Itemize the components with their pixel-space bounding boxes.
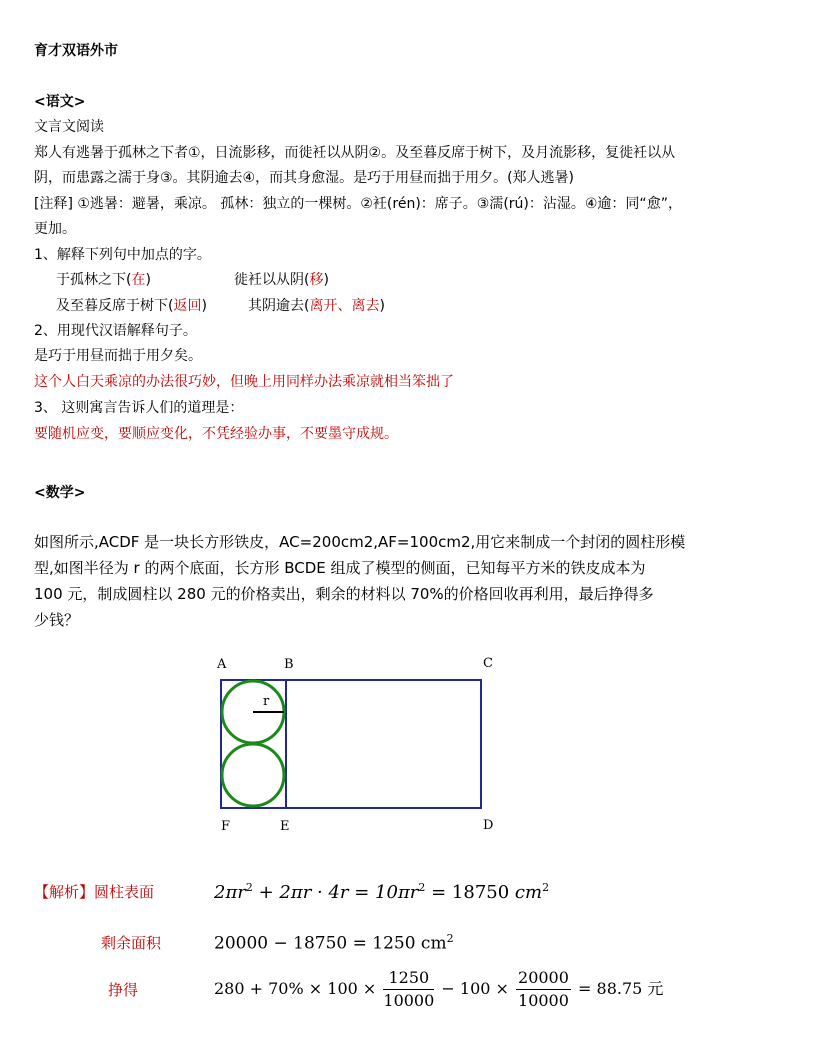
question-2: 2、用现代汉语解释句子。 bbox=[34, 323, 197, 339]
row2-label: 剩余面积 bbox=[101, 934, 162, 952]
denominator: 10000 bbox=[383, 991, 435, 1010]
label-a: A bbox=[217, 657, 227, 672]
formula-sup: 2 bbox=[418, 881, 426, 894]
q1-item-answer: 返回 bbox=[173, 298, 202, 314]
q1-item-answer: 在 bbox=[131, 272, 146, 288]
formula-sup: 2 bbox=[542, 881, 550, 894]
problem-line-4: 少钱？ bbox=[34, 611, 80, 629]
label-e: E bbox=[280, 819, 290, 834]
q1-item-text: 于孤林之下( bbox=[56, 272, 132, 288]
row1-formula bbox=[214, 875, 549, 906]
label-d: D bbox=[483, 818, 494, 833]
formula-part: + 2πr · 4r = 10πr bbox=[252, 882, 419, 903]
label-r: r bbox=[263, 694, 270, 709]
numerator: 20000 bbox=[516, 967, 571, 990]
formula-unit: cm bbox=[514, 882, 543, 903]
bottom-circle bbox=[222, 744, 284, 806]
formula-sup: 2 bbox=[446, 932, 454, 945]
q2-sentence: 是巧于用昼而拙于用夕矣。 bbox=[34, 348, 202, 364]
formula-part: 20000 − 18750 = 1250 cm bbox=[214, 933, 447, 954]
q1-item-close: ) bbox=[323, 272, 329, 288]
numerator: 1250 bbox=[383, 967, 434, 990]
denominator: 10000 bbox=[518, 991, 569, 1010]
q1-item-text: 其阴逾去( bbox=[248, 298, 310, 314]
fraction bbox=[516, 967, 571, 1012]
q1-item-close: ) bbox=[379, 298, 385, 314]
q2-answer: 这个人白天乘凉的办法很巧妙，但晚上用同样办法乘凉就相当笨拙了 bbox=[34, 374, 454, 390]
note-line-1: [注释] ①逃暑：避暑，乘凉。 孤林：独立的一棵树。②衽(rén)：席子。③濡(rú)：沾湿。④逾：同“愈”， bbox=[34, 196, 682, 212]
row3-label: 挣得 bbox=[108, 981, 139, 999]
formula-part: = 88.75 元 bbox=[578, 979, 664, 998]
fraction bbox=[383, 967, 434, 1012]
page-title: 育才双语外市 bbox=[34, 43, 118, 59]
q1-item-text: 徙衽以从阴( bbox=[234, 272, 310, 288]
problem-line-3: 100 元，制成圆柱以 280 元的价格卖出，剩余的材料以 70%的价格回收再利用，最后挣得多 bbox=[34, 585, 654, 603]
q1-item-text: 及至暮反席于树下( bbox=[56, 298, 174, 314]
row2-formula bbox=[214, 926, 454, 957]
q1-item-close: ) bbox=[145, 272, 151, 288]
note-line-2: 更加。 bbox=[34, 221, 76, 237]
chinese-subtitle: 文言文阅读 bbox=[34, 119, 104, 135]
question-3: 3、 这则寓言告诉人们的道理是： bbox=[34, 400, 244, 416]
row1-label: 圆柱表面 bbox=[94, 883, 155, 901]
question-1: 1、解释下列句中加点的字。 bbox=[34, 247, 211, 263]
problem-line-2: 型,如图半径为 r 的两个底面，长方形 BCDE 组成了模型的侧面，已知每平方米的铁皮成本为 bbox=[34, 559, 646, 577]
chinese-section-label: <语文> bbox=[34, 94, 86, 110]
passage-line-1: 郑人有逃暑于孤林之下者①，日流影移，而徙衽以从阴②。及至暮反席于树下，及月流影移，复徙衽以从 bbox=[34, 145, 676, 161]
q1-item-answer: 移 bbox=[309, 272, 324, 288]
formula-sup: 2 bbox=[245, 881, 253, 894]
solution-row-1-label bbox=[34, 879, 154, 905]
row3-formula bbox=[214, 965, 663, 1013]
problem-line-1: 如图所示,ACDF 是一块长方形铁皮，AC=200cm2,AF=100cm2,用它来制成一个封闭的圆柱形模 bbox=[34, 533, 686, 551]
formula-part: 280 + 70% × 100 × bbox=[214, 979, 377, 998]
q3-answer: 要随机应变，要顺应变化，不凭经验办事，不要墨守成规。 bbox=[34, 426, 398, 442]
formula-part: 2πr bbox=[214, 882, 246, 903]
formula-part: = 18750 bbox=[425, 882, 515, 903]
label-b: B bbox=[284, 657, 294, 672]
label-f: F bbox=[221, 819, 231, 834]
formula-part: − 100 × bbox=[441, 979, 509, 998]
math-section-label: <数学> bbox=[34, 485, 86, 501]
q1-item-answer: 离开、离去 bbox=[309, 298, 380, 314]
q1-item-close: ) bbox=[201, 298, 207, 314]
passage-line-2: 阴，而患露之濡于身③。其阴逾去④，而其身愈湿。是巧于用昼而拙于用夕。(郑人逃暑) bbox=[34, 170, 575, 186]
solution-tag: 【解析】 bbox=[34, 883, 95, 901]
label-c: C bbox=[483, 656, 493, 671]
